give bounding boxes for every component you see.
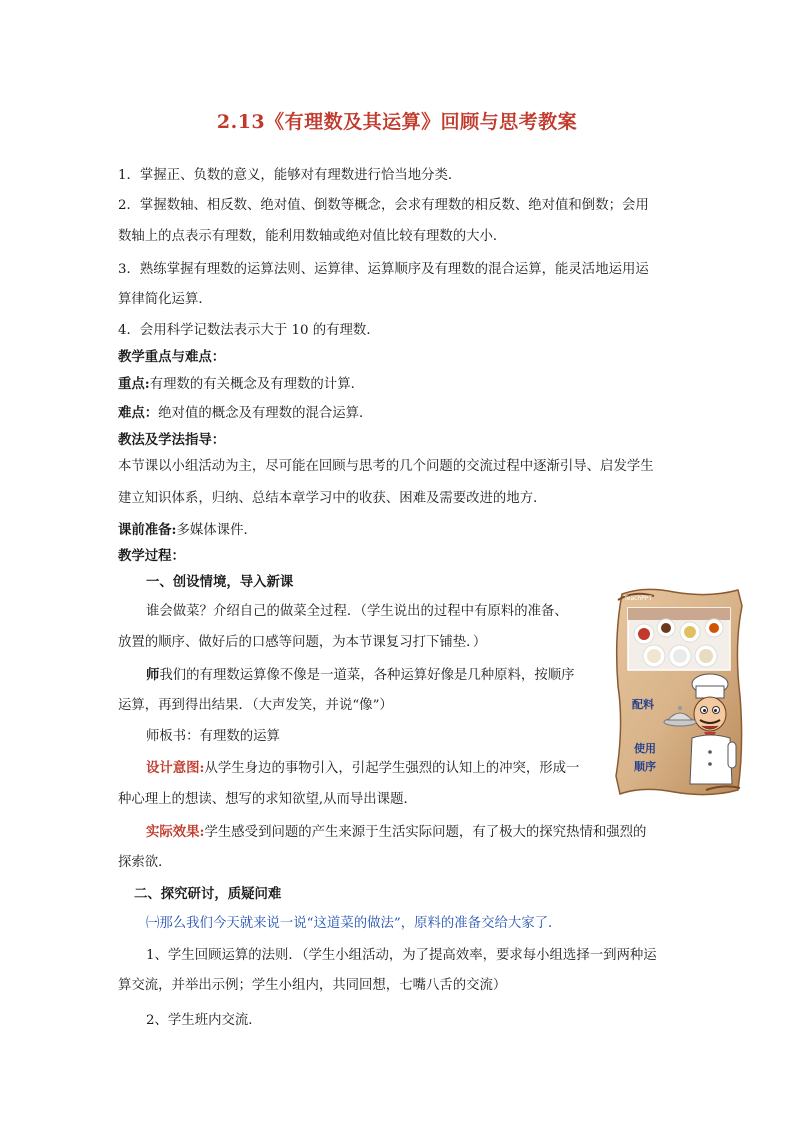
key-point bbox=[118, 375, 364, 394]
design-line-1 bbox=[146, 759, 579, 778]
section1-heading: 一、创设情境，导入新课 bbox=[146, 574, 294, 590]
dish-photo bbox=[628, 608, 730, 670]
difficulty-point bbox=[118, 404, 372, 423]
page-title: 2.13《有理数及其运算》回顾与思考教案 bbox=[216, 111, 578, 133]
scroll-word-ingredients: 配料 bbox=[632, 698, 654, 711]
effect-label: 实际效果: bbox=[146, 824, 205, 840]
prep-text: 多媒体课件． bbox=[176, 523, 257, 538]
method-line-2: 建立知识体系，归纳、总结本章学习中的收获、困难及需要改进的地方． bbox=[118, 491, 547, 506]
teacher-line-2: 运算，再到得出结果．（大声发笑，并说“像”） bbox=[118, 698, 393, 713]
item2-line: 2、学生班内交流． bbox=[146, 1013, 262, 1028]
chef-scroll-illustration bbox=[614, 586, 744, 798]
design-label: 设计意图: bbox=[146, 760, 205, 776]
board-line: 师板书：有理数的运算 bbox=[146, 729, 280, 744]
effect-line-1 bbox=[146, 823, 646, 842]
design-line-2: 种心理上的想读、想写的求知欲望,从而导出课题． bbox=[118, 792, 417, 807]
method-line-1: 本节课以小组活动为主，尽可能在回顾与思考的几个问题的交流过程中逐渐引导、启发学生 bbox=[118, 459, 654, 474]
teacher-text-1: 我们的有理数运算像不像是一道菜，各种运算好像是几种原料，按顺序 bbox=[159, 668, 575, 683]
key-heading: 教学重点与难点： bbox=[118, 349, 226, 365]
objective-3-cont: 算律简化运算． bbox=[118, 292, 212, 307]
objective-2: 2．掌握数轴、相反数、绝对值、倒数等概念，会求有理数的相反数、绝对值和倒数；会用 bbox=[118, 198, 649, 213]
difficulty-label: 难点： bbox=[118, 405, 159, 421]
key-point-label: 重点: bbox=[118, 376, 150, 392]
item1-line-1: 1、学生回顾运算的法则．（学生小组活动，为了提高效率，要求每小组选择一到两种运 bbox=[146, 948, 657, 963]
section1-line-2: 放置的顺序、做好后的口感等问题，为本节课复习打下铺垫．） bbox=[118, 635, 487, 650]
objective-3: 3．熟练掌握有理数的运算法则、运算律、运算顺序及有理数的混合运算，能灵活地运用运 bbox=[118, 262, 649, 277]
design-text-1: 从学生身边的事物引入，引起学生强烈的认知上的冲突，形成一 bbox=[204, 761, 580, 776]
method-heading: 教法及学法指导： bbox=[118, 432, 226, 448]
teacher-label: 师 bbox=[146, 667, 160, 683]
item1-line-2: 算交流，并举出示例；学生小组内，共同回想，七嘴八舌的交流） bbox=[118, 978, 507, 993]
effect-line-2: 探索欲． bbox=[118, 855, 172, 870]
teacher-line-1 bbox=[146, 666, 575, 685]
difficulty-text: 绝对值的概念及有理数的混合运算． bbox=[158, 406, 373, 421]
objective-1: 1．掌握正、负数的意义，能够对有理数进行恰当地分类． bbox=[118, 168, 462, 183]
section2-intro: ㈠那么我们今天就来说一说“这道菜的做法”，原料的准备交给大家了． bbox=[146, 916, 562, 931]
objective-2-cont: 数轴上的点表示有理数，能利用数轴或绝对值比较有理数的大小． bbox=[118, 229, 507, 244]
key-point-text: 有理数的有关概念及有理数的计算． bbox=[149, 377, 364, 392]
watermark-text: TeachPPT bbox=[624, 595, 653, 602]
section2-heading: 二、探究研讨，质疑问难 bbox=[134, 886, 282, 902]
prep-label: 课前准备: bbox=[118, 522, 177, 538]
process-heading: 教学过程： bbox=[118, 548, 185, 564]
effect-text-1: 学生感受到问题的产生来源于生活实际问题，有了极大的探究热情和强烈的 bbox=[204, 825, 647, 840]
scroll-word-use: 使用 bbox=[634, 742, 656, 755]
scroll-word-order: 顺序 bbox=[634, 760, 656, 773]
section1-line-1: 谁会做菜？介绍自己的做菜全过程．（学生说出的过程中有原料的准备、 bbox=[146, 604, 568, 619]
prep-line bbox=[118, 521, 257, 540]
objective-4: 4．会用科学记数法表示大于 10 的有理数． bbox=[118, 323, 380, 338]
